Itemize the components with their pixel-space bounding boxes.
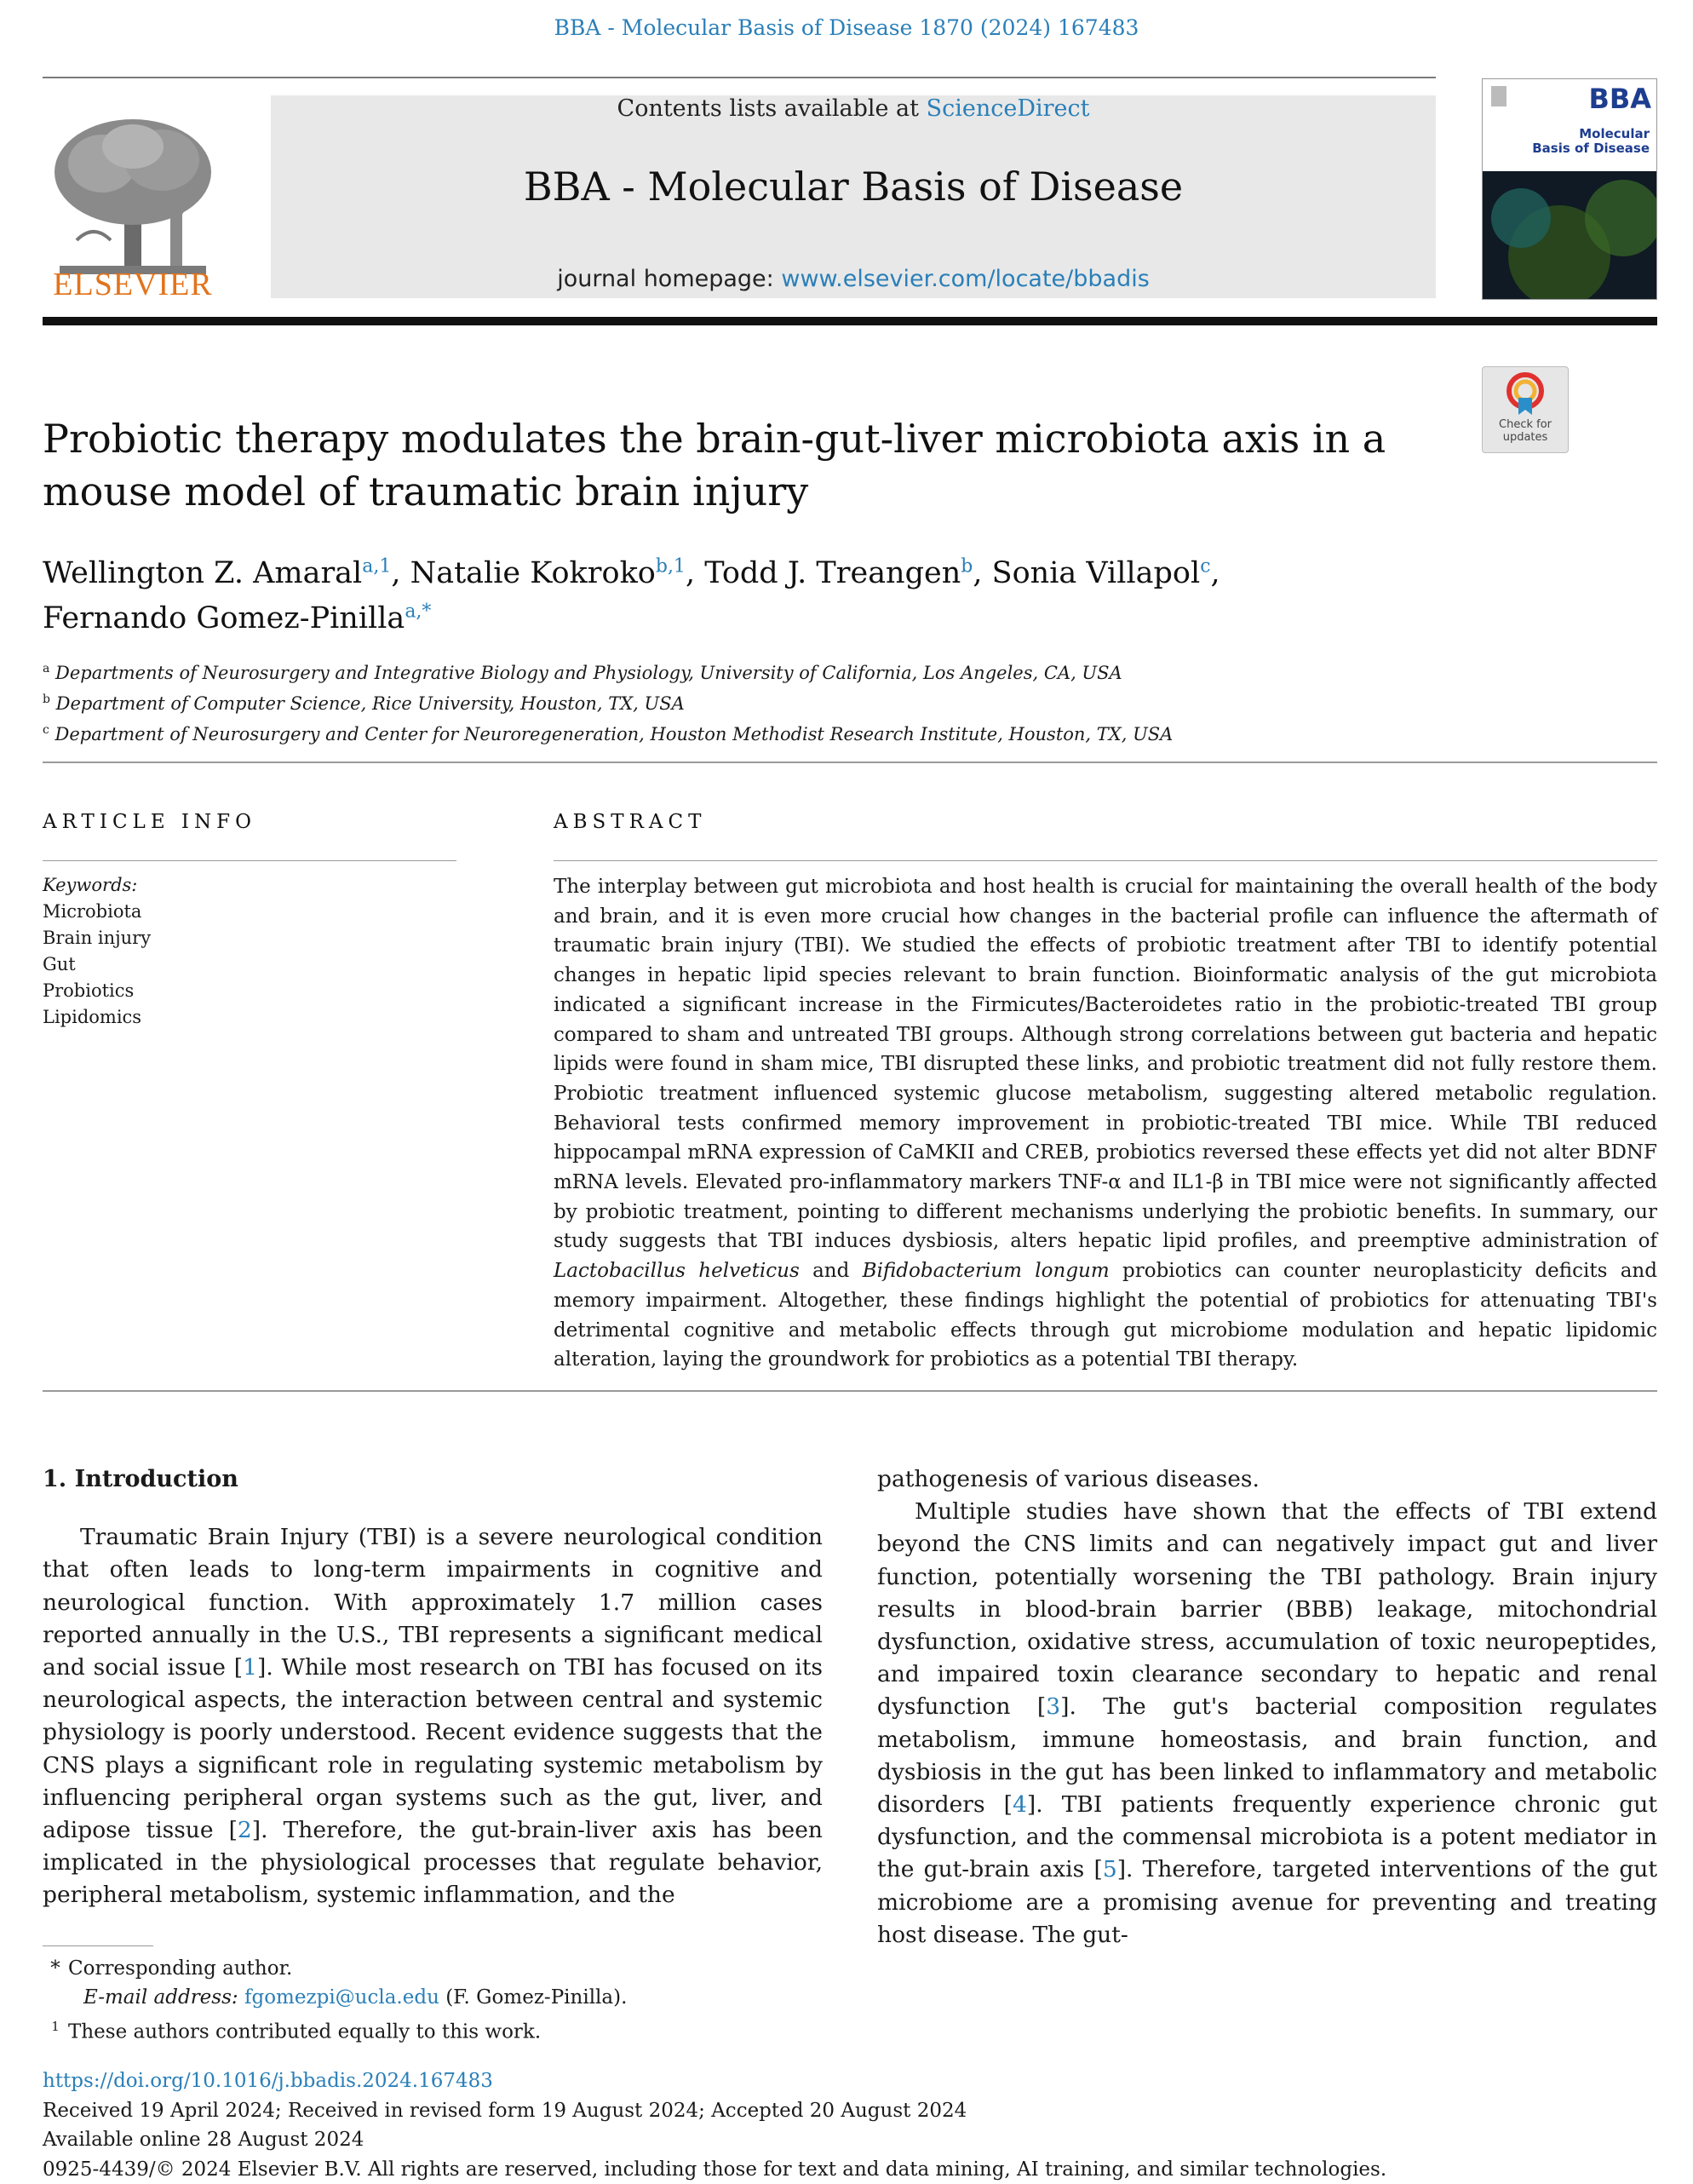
running-header: BBA - Molecular Basis of Disease 1870 (2024) 167483 bbox=[0, 15, 1693, 40]
history-dates: Received 19 April 2024; Received in revised form 19 August 2024; Accepted 20 August 2024 bbox=[43, 2096, 1661, 2126]
abstract-heading: ABSTRACT bbox=[554, 811, 706, 833]
introduction-heading: 1. Introduction bbox=[43, 1463, 823, 1496]
contents-line bbox=[271, 95, 1436, 122]
keyword-item: Probiotics bbox=[43, 978, 451, 1004]
equal-contribution-note: $^1$ These authors contributed equally to this work. bbox=[43, 2012, 1065, 2047]
citation-link[interactable]: 4 bbox=[1013, 1791, 1027, 1818]
intro-paragraph: Traumatic Brain Injury (TBI) is a severe neurological condition that often leads to long-term impairments in cognitive and neurological function. With approximately 1.7 million cases reported annually in the U.S., TBI represents a significant medical and social issue [1]. While most research on TBI has focused on its neurological aspects, the interaction between central and systemic physiology is poorly understood. Recent evidence suggests that the CNS plays a significant role in regulating systemic metabolism by influencing peripheral organ systems such as the gut, liver, and adipose tissue [2]. Therefore, the gut-brain-liver axis has been implicated in the physiological processes that regulate behavior, peripheral metabolism, systemic inflammation, and the bbox=[43, 1521, 823, 1911]
sciencedirect-link[interactable]: ScienceDirect bbox=[927, 95, 1090, 122]
check-for-updates-label: Check for updates bbox=[1483, 418, 1568, 444]
author: Wellington Z. Amaral$^{a,1}$, bbox=[43, 556, 410, 590]
citation-link[interactable]: 2 bbox=[238, 1817, 252, 1843]
journal-homepage-link[interactable]: www.elsevier.com/locate/bbadis bbox=[781, 266, 1149, 292]
available-online: Available online 28 August 2024 bbox=[43, 2125, 1661, 2155]
author: Todd J. Treangen$^b$, bbox=[704, 556, 991, 590]
section-divider bbox=[43, 1390, 1657, 1392]
journal-cover bbox=[1482, 78, 1657, 300]
journal-title: BBA - Molecular Basis of Disease bbox=[271, 164, 1436, 210]
email-link[interactable]: fgomezpi@ucla.edu bbox=[244, 1986, 439, 2009]
keyword-item: Gut bbox=[43, 951, 451, 978]
keywords-label: Keywords: bbox=[43, 872, 451, 899]
author-affiliation-marker[interactable]: c bbox=[1200, 555, 1210, 577]
article-info-rule bbox=[43, 860, 456, 861]
author: Fernando Gomez-Pinilla$^{a,*}$ bbox=[43, 601, 431, 635]
footnotes bbox=[43, 1954, 1065, 2047]
cover-brand: BBA bbox=[1588, 83, 1651, 115]
cover-image bbox=[1483, 171, 1656, 299]
corresponding-author-note: * Corresponding author. bbox=[43, 1954, 1065, 1983]
doi-link[interactable]: https://doi.org/10.1016/j.bbadis.2024.167483 bbox=[43, 2066, 1661, 2096]
masthead-thick-rule bbox=[43, 317, 1657, 325]
author: Natalie Kokroko$^{b,1}$, bbox=[410, 556, 705, 590]
affiliation-item: $^b$ Department of Computer Science, Rice University, Houston, TX, USA bbox=[43, 687, 1575, 717]
abstract-text: The interplay between gut microbiota and host health is crucial for maintaining the overall health of the body and brain, and it is even more crucial how changes in the bacterial profile can influence the aftermath of traumatic brain injury (TBI). We studied the effects of probiotic treatment after TBI to identify potential changes in hepatic lipid species relevant to brain function. Bioinformatic analysis of the gut microbiota indicated a significant increase in the Firmicutes/Bacteroidetes ratio in the probiotic-treated TBI group compared to sham and untreated TBI groups. Although strong correlations between gut bacteria and hepatic lipids were found in sham mice, TBI disrupted these links, and probiotic treatment did not fully restore them. Probiotic treatment influenced systemic glucose metabolism, suggesting altered metabolic regulation. Behavioral tests confirmed memory improvement in probiotic-treated TBI mice. While TBI reduced hippocampal mRNA expression of CaMKII and CREB, probiotics reversed these effects yet did not alter BDNF mRNA levels. Elevated pro-inflammatory markers TNF-α and IL1-β in TBI mice were not significantly affected by probiotic treatment, pointing to different mechanisms underlying the probiotic benefits. In summary, our study suggests that TBI induces dysbiosis, alters hepatic lipid profiles, and preemptive administration of Lactobacillus helveticus and Bifidobacterium longum probiotics can counter neuroplasticity deficits and memory impairment. Altogether, these findings highlight the potential of probiotics for attenuating TBI's detrimental cognitive and metabolic effects through gut microbiome modulation and hepatic lipidomic alteration, laying the groundwork for probiotics as a potential TBI therapy. bbox=[554, 872, 1657, 1375]
citation-link[interactable]: 5 bbox=[1103, 1856, 1117, 1882]
check-for-updates-button[interactable] bbox=[1482, 366, 1569, 453]
intro-paragraph: Multiple studies have shown that the effects of TBI extend beyond the CNS limits and can negatively impact gut and liver function, potentially worsening the TBI pathology. Brain injury results in blood-brain barrier (BBB) leakage, mitochondrial dysfunction, oxidative stress, accumulation of toxic neuropeptides, and impaired toxin clearance secondary to hepatic and renal dysfunction [3]. The gut's bacterial composition regulates metabolism, immune homeostasis, and brain function, and dysbiosis in the gut has been linked to inflammatory and metabolic disorders [4]. TBI patients frequently experience chronic gut dysfunction, and the commensal microbiota is a potent mediator in the gut-brain axis [5]. Therefore, targeted interventions of the gut microbiome are a promising avenue for preventing and treating host disease. The gut- bbox=[877, 1496, 1657, 1951]
affiliations bbox=[43, 656, 1575, 748]
citation-link[interactable]: 3 bbox=[1046, 1693, 1060, 1720]
copyright-line: 0925-4439/© 2024 Elsevier B.V. All rights are reserved, including those for text and data mining, AI training, and similar technologies. bbox=[43, 2155, 1661, 2184]
keyword-item: Lipidomics bbox=[43, 1004, 451, 1031]
footnote-rule bbox=[43, 1945, 153, 1946]
author: Sonia Villapol$^c$, bbox=[992, 556, 1220, 590]
elsevier-wordmark: ELSEVIER bbox=[43, 266, 223, 303]
continued-paragraph: pathogenesis of various diseases. bbox=[877, 1463, 1657, 1496]
keyword-item: Brain injury bbox=[43, 925, 451, 951]
homepage-prefix: journal homepage: bbox=[557, 266, 774, 292]
cover-subtitle: Molecular Basis of Disease bbox=[1532, 127, 1650, 156]
author-affiliation-marker[interactable]: a,* bbox=[405, 601, 431, 623]
affiliation-item: $^a$ Departments of Neurosurgery and Integrative Biology and Physiology, University of California, Los Angeles, CA, USA bbox=[43, 656, 1575, 687]
keyword-item: Microbiota bbox=[43, 899, 451, 925]
author-affiliation-marker[interactable]: b bbox=[961, 555, 973, 577]
section-divider bbox=[43, 762, 1657, 763]
email-note: E-mail address: fgomezpi@ucla.edu (F. Gomez-Pinilla). bbox=[43, 1983, 1065, 2012]
abstract-rule bbox=[554, 860, 1657, 861]
homepage-line bbox=[271, 266, 1436, 292]
crossmark-icon bbox=[1506, 372, 1544, 417]
keywords-block bbox=[43, 872, 451, 1031]
body-right-column bbox=[877, 1463, 1657, 1951]
header-rule bbox=[43, 77, 1436, 78]
citation-link[interactable]: 1 bbox=[243, 1654, 257, 1681]
body-left-column bbox=[43, 1463, 823, 1912]
author-affiliation-marker[interactable]: b,1 bbox=[656, 555, 686, 577]
author-affiliation-marker[interactable]: a,1 bbox=[362, 555, 391, 577]
article-info-heading: ARTICLE INFO bbox=[43, 811, 256, 833]
author-list bbox=[43, 547, 1456, 638]
article-title: Probiotic therapy modulates the brain-gut-liver microbiota axis in a mouse model of traumatic brain injury bbox=[43, 412, 1439, 518]
affiliation-item: $^c$ Department of Neurosurgery and Center for Neuroregeneration, Houston Methodist Research Institute, Houston, TX, USA bbox=[43, 717, 1575, 748]
cover-elsevier-icon bbox=[1491, 86, 1506, 106]
article-footer bbox=[43, 2066, 1661, 2184]
contents-prefix: Contents lists available at bbox=[617, 95, 919, 122]
